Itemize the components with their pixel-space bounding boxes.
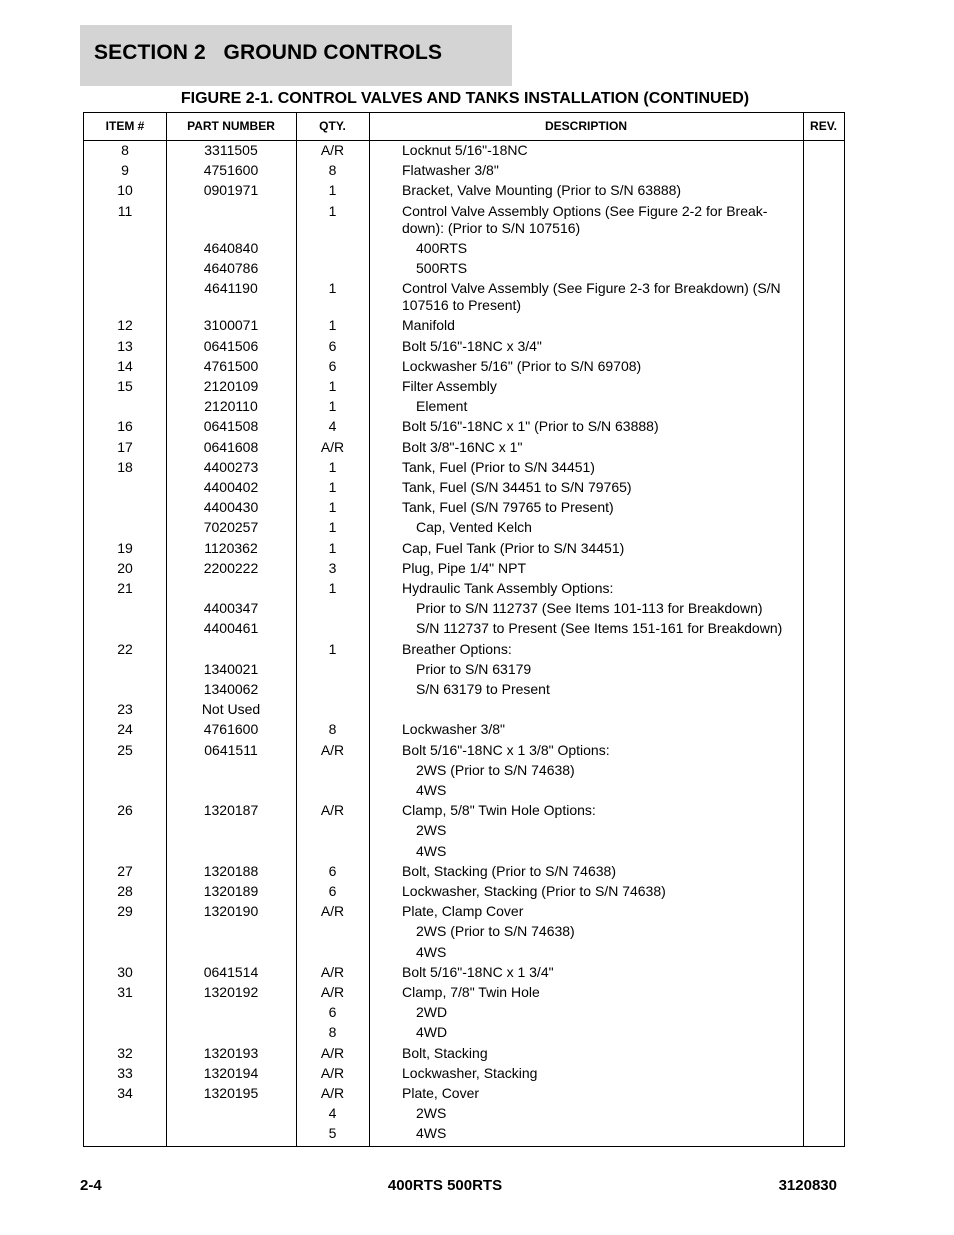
part-number: 1320188 (203, 862, 259, 879)
part-number: 0641508 (203, 418, 259, 435)
description: Bolt 3/8"-16NC x 1" (402, 438, 523, 455)
part-number: 4761500 (203, 357, 259, 374)
description: Clamp, 5/8" Twin Hole Options: (402, 802, 596, 819)
description: Tank, Fuel (S/N 79765 to Present) (402, 499, 614, 516)
part-number: 4751600 (203, 162, 259, 179)
description: S/N 112737 to Present (See Items 151-161 for Breakdown) (416, 620, 783, 637)
part-number: 1320193 (203, 1044, 259, 1061)
part-number: 3100071 (203, 317, 259, 334)
quantity: A/R (320, 802, 345, 819)
quantity: 1 (328, 317, 337, 334)
quantity: A/R (320, 438, 345, 455)
description: S/N 63179 to Present (416, 681, 550, 697)
part-number: 4640840 (203, 239, 259, 256)
column-divider (803, 113, 804, 1146)
item-number: 28 (117, 883, 133, 899)
description: Hydraulic Tank Assembly Options: (402, 580, 614, 596)
quantity: A/R (320, 1044, 345, 1061)
description: Control Valve Assembly Options (See Figure 2-2 for Break- (402, 202, 768, 219)
part-number: 0641608 (203, 438, 259, 455)
quantity: 4 (328, 418, 337, 435)
part-number: 1120362 (204, 539, 258, 556)
item-number: 18 (117, 458, 133, 475)
description: 400RTS (416, 239, 468, 256)
description: Bolt, Stacking (Prior to S/N 74638) (402, 862, 616, 879)
description-continued: 107516 to Present) (402, 297, 522, 314)
quantity: 1 (328, 499, 337, 516)
part-number: 1320192 (203, 984, 259, 1000)
description: Filter Assembly (402, 378, 497, 394)
part-number: 0641511 (204, 741, 258, 758)
item-number: 21 (117, 580, 133, 596)
quantity: 5 (328, 1125, 337, 1142)
figure-title: FIGURE 2-1. CONTROL VALVES AND TANKS INSTALLATION (CONTINUED) (180, 90, 750, 107)
quantity: A/R (320, 984, 345, 1000)
column-divider (369, 113, 370, 1146)
description: Bolt 5/16"-18NC x 3/4" (402, 337, 542, 354)
item-number: 16 (117, 418, 133, 435)
description: 2WS (416, 822, 447, 839)
item-number: 32 (117, 1044, 133, 1061)
quantity: 6 (328, 862, 337, 879)
column-header-part-number: PART NUMBER (187, 119, 275, 133)
item-number: 19 (117, 539, 133, 556)
description-continued: down): (Prior to S/N 107516) (402, 219, 581, 236)
description: 4WS (416, 842, 447, 859)
description: Lockwasher 3/8" (402, 721, 506, 738)
description: Prior to S/N 63179 (416, 660, 532, 677)
description: 500RTS (416, 260, 468, 276)
part-number: 2200222 (203, 559, 259, 576)
quantity: 3 (328, 559, 337, 576)
description: Lockwasher, Stacking (402, 1064, 538, 1081)
part-number: 4400402 (203, 479, 259, 495)
part-number: 1320195 (203, 1085, 259, 1101)
description: Prior to S/N 112737 (See Items 101-113 for Breakdown) (416, 600, 763, 617)
part-number: 1320194 (203, 1064, 259, 1081)
item-number: 8 (121, 142, 129, 158)
quantity: A/R (320, 142, 345, 158)
column-header-rev: REV. (810, 119, 837, 133)
description: 4WS (416, 782, 447, 798)
quantity: 1 (328, 640, 337, 657)
quantity: 1 (328, 458, 337, 475)
item-number: 11 (117, 202, 133, 219)
item-number: 33 (117, 1064, 133, 1081)
parts-table (83, 112, 845, 1147)
header-divider (84, 140, 844, 141)
part-number: 1340021 (203, 660, 259, 677)
section-header (80, 25, 512, 86)
part-number: 2120110 (204, 398, 258, 415)
item-number: 23 (117, 701, 133, 718)
description: Cap, Fuel Tank (Prior to S/N 34451) (402, 539, 625, 556)
item-number: 27 (117, 862, 133, 879)
description: Locknut 5/16"-18NC (402, 142, 528, 158)
quantity: A/R (320, 903, 345, 920)
column-header-qty: QTY. (319, 119, 346, 133)
item-number: 29 (117, 903, 133, 920)
description: Plate, Clamp Cover (402, 903, 524, 920)
part-number: 1320190 (203, 903, 259, 920)
description: Bracket, Valve Mounting (Prior to S/N 63888) (402, 182, 682, 199)
description: 2WS (416, 1105, 447, 1122)
part-number: 4400347 (203, 600, 259, 617)
quantity: A/R (320, 1064, 345, 1081)
column-header-item: ITEM # (105, 119, 145, 133)
description: Lockwasher, Stacking (Prior to S/N 74638) (402, 883, 666, 899)
description: Plug, Pipe 1/4" NPT (402, 559, 527, 576)
description: Control Valve Assembly (See Figure 2-3 for Breakdown) (S/N (402, 280, 781, 297)
description: Clamp, 7/8" Twin Hole (402, 984, 540, 1000)
quantity: 6 (328, 337, 337, 354)
description: Tank, Fuel (S/N 34451 to S/N 79765) (402, 479, 632, 495)
part-number: 0641514 (203, 963, 259, 980)
quantity: 1 (328, 519, 337, 536)
description: Plate, Cover (402, 1085, 480, 1101)
quantity: 8 (328, 162, 337, 179)
description: 2WD (416, 1004, 448, 1021)
part-number: 1320187 (203, 802, 259, 819)
description: Bolt 5/16"-18NC x 1 3/4" (402, 963, 554, 980)
item-number: 31 (117, 984, 133, 1000)
quantity: 8 (328, 721, 337, 738)
item-number: 24 (117, 721, 133, 738)
quantity: 6 (328, 1004, 337, 1021)
quantity: A/R (320, 741, 345, 758)
description: 2WS (Prior to S/N 74638) (416, 923, 575, 940)
quantity: 4 (328, 1105, 337, 1122)
description: Tank, Fuel (Prior to S/N 34451) (402, 458, 595, 475)
quantity: 1 (328, 479, 337, 495)
description: 4WS (416, 943, 447, 960)
description: Cap, Vented Kelch (416, 519, 532, 536)
section-title: SECTION 2 GROUND CONTROLS (94, 41, 443, 64)
part-number: 0641506 (203, 337, 259, 354)
part-number: 1320189 (203, 883, 259, 899)
item-number: 26 (117, 802, 133, 819)
part-number: 4400430 (203, 499, 259, 516)
item-number: 34 (117, 1085, 133, 1101)
part-number: 1340062 (203, 681, 259, 697)
item-number: 12 (117, 317, 133, 334)
quantity: 6 (328, 357, 337, 374)
description: Bolt 5/16"-18NC x 1 3/8" Options: (402, 741, 610, 758)
doc-number: 3120830 (778, 1177, 837, 1194)
quantity: 6 (328, 883, 337, 899)
description: Bolt, Stacking (402, 1044, 488, 1061)
quantity: 8 (328, 1024, 337, 1041)
item-number: 15 (117, 378, 133, 394)
quantity: 1 (328, 398, 337, 415)
quantity: 1 (328, 182, 337, 199)
part-number: 4400461 (203, 620, 259, 637)
quantity: A/R (320, 963, 345, 980)
item-number: 30 (117, 963, 133, 980)
page-number: 2-4 (80, 1177, 102, 1194)
description: Breather Options: (402, 640, 512, 657)
part-number: 3311505 (204, 142, 258, 158)
description: 4WD (416, 1024, 448, 1041)
part-number: 4640786 (203, 260, 259, 276)
description: Flatwasher 3/8" (402, 162, 499, 179)
item-number: 10 (117, 182, 133, 199)
part-number: Not Used (201, 701, 261, 718)
item-number: 25 (117, 741, 133, 758)
description: Bolt 5/16"-18NC x 1" (Prior to S/N 63888) (402, 418, 659, 435)
part-number: 7020257 (203, 519, 259, 536)
part-number: 4761600 (203, 721, 259, 738)
item-number: 22 (117, 640, 133, 657)
part-number: 4641190 (204, 280, 258, 297)
description: Lockwasher 5/16" (Prior to S/N 69708) (402, 357, 642, 374)
column-header-description: DESCRIPTION (544, 119, 627, 133)
quantity: 1 (328, 580, 337, 596)
item-number: 17 (117, 438, 133, 455)
model-name: 400RTS 500RTS (387, 1177, 503, 1194)
quantity: 1 (328, 280, 337, 297)
description: 2WS (Prior to S/N 74638) (416, 761, 575, 778)
description: Manifold (402, 317, 455, 334)
part-number: 4400273 (203, 458, 259, 475)
description: Element (416, 398, 468, 415)
quantity: A/R (320, 1085, 345, 1101)
item-number: 14 (117, 357, 133, 374)
item-number: 13 (117, 337, 133, 354)
item-number: 20 (117, 559, 133, 576)
quantity: 1 (328, 539, 337, 556)
description: 4WS (416, 1125, 447, 1142)
quantity: 1 (328, 202, 337, 219)
item-number: 9 (121, 162, 129, 179)
part-number: 0901971 (203, 182, 259, 199)
part-number: 2120109 (203, 378, 259, 394)
quantity: 1 (328, 378, 337, 394)
